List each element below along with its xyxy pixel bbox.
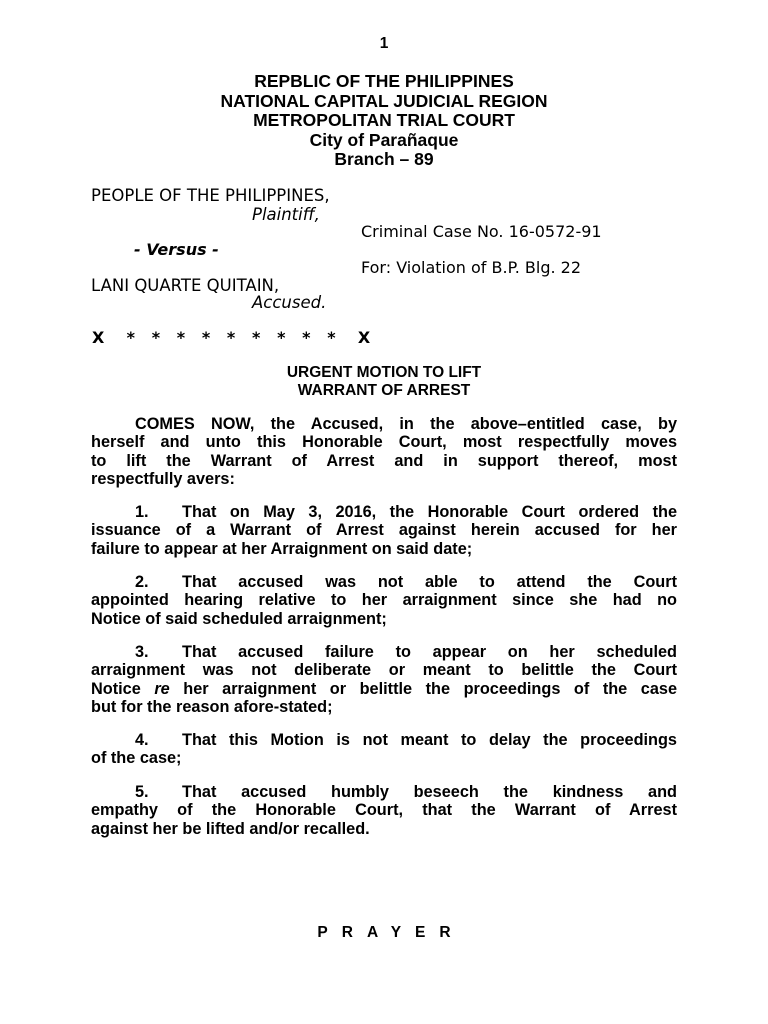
intro-lead: COMES NOW <box>135 415 250 433</box>
versus-label: - Versus - <box>134 240 219 259</box>
numbered-item-1: 1. That on May 3, 2016, the Honorable Court ordered the issuance of a Warrant of Arrest against herein accused for her failure to appear at her Arraignment on said date; <box>91 503 677 558</box>
item-number: 2. <box>135 573 149 591</box>
item-number: 4. <box>135 731 149 749</box>
item-number: 3. <box>135 643 149 661</box>
numbered-item-5: 5. That accused humbly beseech the kindness and empathy of the Honorable Court, that the Warrant of Arrest against her be lifted and/or recalled. <box>91 783 677 838</box>
header-city: City of Parañaque <box>309 129 459 150</box>
accused-name: LANI QUARTE QUITAIN, <box>91 276 280 295</box>
prayer-heading: PRAYER <box>317 924 465 941</box>
plaintiff-role: Plaintiff, <box>252 205 320 224</box>
header-branch: Branch – 89 <box>334 149 434 169</box>
numbered-item-3: 3. That accused failure to appear on her scheduled arraignment was not deliberate or meant to belittle the Court Notice re her arraignment or belittle the proceedings of the case but for the reason afore-stated; <box>91 643 677 716</box>
title-line-2: WARRANT OF ARREST <box>297 382 471 399</box>
intro-paragraph: COMES NOW, the Accused, in the above–entitled case, by herself and unto this Honorable Court, most respectfully moves to lift the Warrant of Arrest and in support thereof, most respectfully avers: <box>91 415 678 488</box>
header-court: METROPOLITAN TRIAL COURT <box>253 110 515 130</box>
item-number: 5. <box>135 783 149 801</box>
item-number: 1. <box>135 503 149 521</box>
numbered-item-2: 2. That accused was not able to attend the Court appointed hearing relative to her arraignment since she had no Notice of said scheduled arraignment; <box>91 573 677 628</box>
violation-label: For: Violation of B.P. Blg. 22 <box>361 258 582 277</box>
accused-role: Accused. <box>252 293 327 312</box>
header-region: NATIONAL CAPITAL JUDICIAL REGION <box>220 90 548 111</box>
case-number: Criminal Case No. 16-0572-91 <box>361 222 602 241</box>
plaintiff-name: PEOPLE OF THE PHILIPPINES, <box>91 186 330 205</box>
caption-separator: X * * * * * * * * * X <box>92 328 371 347</box>
header-republic: REPBLIC OF THE PHILIPPINES <box>254 71 514 91</box>
title-line-1: URGENT MOTION TO LIFT <box>286 364 482 381</box>
page-number: 1 <box>379 35 389 52</box>
numbered-item-4: 4. That this Motion is not meant to delay the proceedings of the case; <box>91 731 677 768</box>
